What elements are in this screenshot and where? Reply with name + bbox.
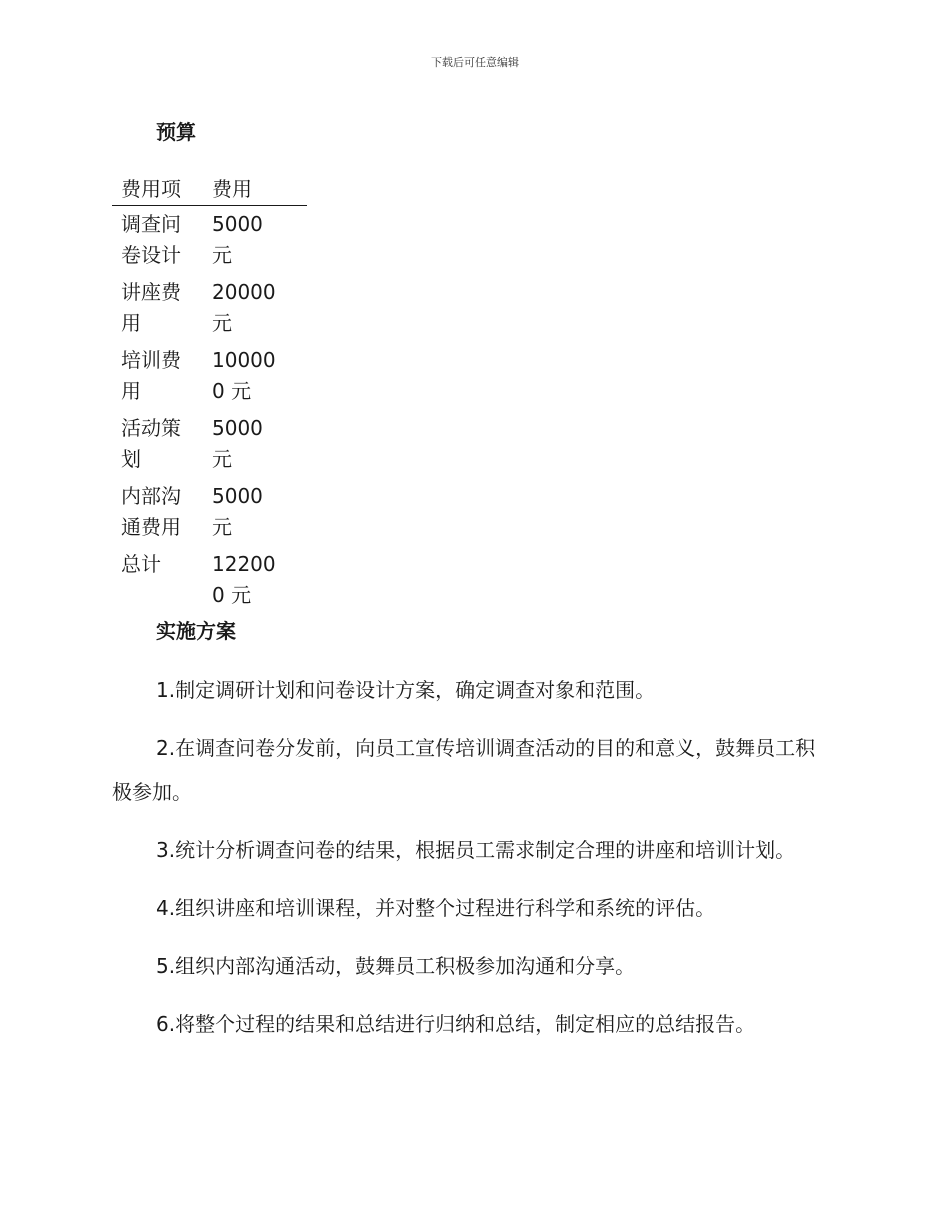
table-cell-cost: 5000 元 — [212, 484, 263, 539]
table-cell-item: 内部沟通费用 — [121, 484, 181, 539]
table-cell-cost: 5000 元 — [212, 212, 263, 267]
table-cell-item: 培训费用 — [121, 348, 181, 403]
table-cell-cost: 5000 元 — [212, 416, 263, 471]
plan-step: 3.统计分析调查问卷的结果，根据员工需求制定合理的讲座和培训计划。 — [156, 838, 796, 862]
plan-steps-list — [112, 668, 832, 1060]
table-row — [112, 410, 307, 478]
budget-table-header-row — [112, 172, 307, 206]
budget-table — [112, 172, 307, 614]
table-cell-cost: 100000 元 — [212, 348, 276, 403]
plan-step: 2.在调查问卷分发前，向员工宣传培训调查活动的目的和意义，鼓舞员工积极参加。 — [112, 736, 816, 804]
plan-step: 4.组织讲座和培训课程，并对整个过程进行科学和系统的评估。 — [156, 896, 716, 920]
plan-step: 6.将整个过程的结果和总结进行归纳和总结，制定相应的总结报告。 — [156, 1012, 756, 1036]
budget-heading: 预算 — [156, 120, 196, 144]
plan-step: 1.制定调研计划和问卷设计方案，确定调查对象和范围。 — [156, 678, 656, 702]
column-header-item: 费用项 — [112, 172, 203, 206]
table-cell-item: 调查问卷设计 — [121, 212, 181, 267]
table-cell-cost: 20000 元 — [212, 280, 276, 335]
table-cell-cost: 122000 元 — [212, 552, 276, 607]
table-row — [112, 206, 307, 275]
table-row-total — [112, 546, 307, 614]
table-cell-item: 总计 — [121, 552, 161, 576]
table-row — [112, 342, 307, 410]
plan-heading: 实施方案 — [156, 619, 236, 643]
table-row — [112, 274, 307, 342]
table-cell-item: 讲座费用 — [121, 280, 181, 335]
table-cell-item: 活动策划 — [121, 416, 181, 471]
plan-step: 5.组织内部沟通活动，鼓舞员工积极参加沟通和分享。 — [156, 954, 636, 978]
table-row — [112, 478, 307, 546]
column-header-cost: 费用 — [203, 172, 307, 206]
page-header-note: 下载后可任意编辑 — [431, 56, 519, 69]
